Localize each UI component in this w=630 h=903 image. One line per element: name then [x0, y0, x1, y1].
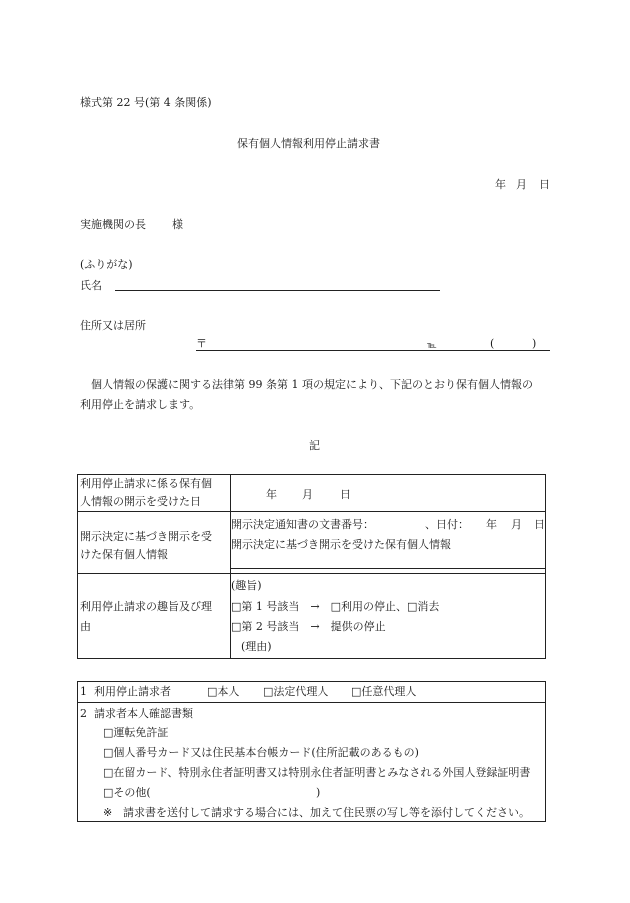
date-day-label: 日	[539, 178, 550, 191]
item1-label: 利用停止請求者	[94, 685, 171, 698]
name-label: 氏名	[80, 279, 102, 292]
row3-label-line1: 利用停止請求の趣旨及び理	[80, 600, 212, 613]
row1-label-line1: 利用停止請求に係る保有個	[80, 477, 212, 490]
tel-paren-close: )	[532, 337, 537, 350]
doc-residence-card-checkbox[interactable]: □在留カード、特別永住者証明書又は特別永住者証明書とみなされる外国人登録証明書	[103, 766, 531, 779]
row2-label-line1: 開示決定に基づき開示を受	[80, 530, 212, 543]
note-text: 請求書を送付して請求する場合には、加えて住民票の写し等を添付してください。	[123, 806, 530, 819]
addressee-name: 実施機関の長	[80, 218, 146, 231]
row1-day: 日	[340, 488, 351, 501]
row3-label-line2: 由	[80, 620, 91, 633]
row2-year: 年	[486, 518, 497, 531]
tel-mark: ℡	[427, 341, 437, 351]
table-row-divider-2	[77, 573, 546, 574]
row2-month: 月	[511, 518, 522, 531]
doc-drivers-license-checkbox[interactable]: □運転免許証	[103, 726, 169, 739]
row1-month: 月	[302, 488, 313, 501]
date-year-label: 年	[495, 178, 506, 191]
addressee-honorific: 様	[172, 218, 183, 231]
item2-number: 2	[80, 707, 87, 720]
ki-heading: 記	[309, 439, 320, 452]
requester-legal-agent-checkbox[interactable]: □法定代理人	[263, 685, 329, 698]
note-mark: ※	[103, 806, 113, 819]
row2-day: 日	[534, 518, 545, 531]
item1-number: 1	[80, 685, 87, 698]
row1-year: 年	[266, 488, 277, 501]
table-row-divider-1	[77, 511, 546, 512]
body-text-line2: 利用停止を請求します。	[80, 398, 201, 411]
postal-mark: 〒	[196, 337, 207, 350]
body-text-line1: 個人情報の保護に関する法律第 99 条第 1 項の規定により、下記のとおり保有個人情報の	[91, 378, 533, 391]
row2-date-label: 、日付：	[425, 518, 469, 531]
row2-info-label: 開示決定に基づき開示を受けた保有個人情報	[231, 538, 451, 551]
furigana-label: (ふりがな)	[80, 258, 133, 271]
row3-option2[interactable]: □第 2 号該当 → 提供の停止	[231, 620, 386, 633]
name-field-line[interactable]	[115, 290, 440, 291]
doc-other-checkbox[interactable]: □その他(	[103, 786, 151, 799]
doc-other-close: )	[316, 786, 321, 799]
requester-box-divider	[77, 702, 546, 703]
document-title: 保有個人情報利用停止請求書	[237, 137, 380, 150]
tel-paren-open: (	[490, 337, 495, 350]
date-month-label: 月	[516, 178, 527, 191]
table-inner-divider	[230, 568, 546, 569]
row3-purpose-label: (趣旨)	[231, 579, 262, 592]
row3-option1[interactable]: □第 1 号該当 → □利用の停止、□消去	[231, 600, 440, 613]
address-field-line[interactable]	[196, 350, 550, 351]
row3-reason-label: (理由)	[241, 640, 272, 653]
form-number: 様式第 22 号(第 4 条関係)	[80, 96, 212, 109]
row1-label-line2: 人情報の開示を受けた日	[80, 495, 201, 508]
requester-self-checkbox[interactable]: □本人	[207, 685, 240, 698]
row2-notice-label: 開示決定通知書の文書番号：	[231, 518, 374, 531]
doc-my-number-card-checkbox[interactable]: □個人番号カード又は住民基本台帳カード(住所記載のあるもの)	[103, 746, 419, 759]
item2-label: 請求者本人確認書類	[94, 707, 193, 720]
address-label: 住所又は居所	[80, 319, 146, 332]
row2-label-line2: けた保有個人情報	[80, 548, 168, 561]
requester-voluntary-agent-checkbox[interactable]: □任意代理人	[351, 685, 417, 698]
